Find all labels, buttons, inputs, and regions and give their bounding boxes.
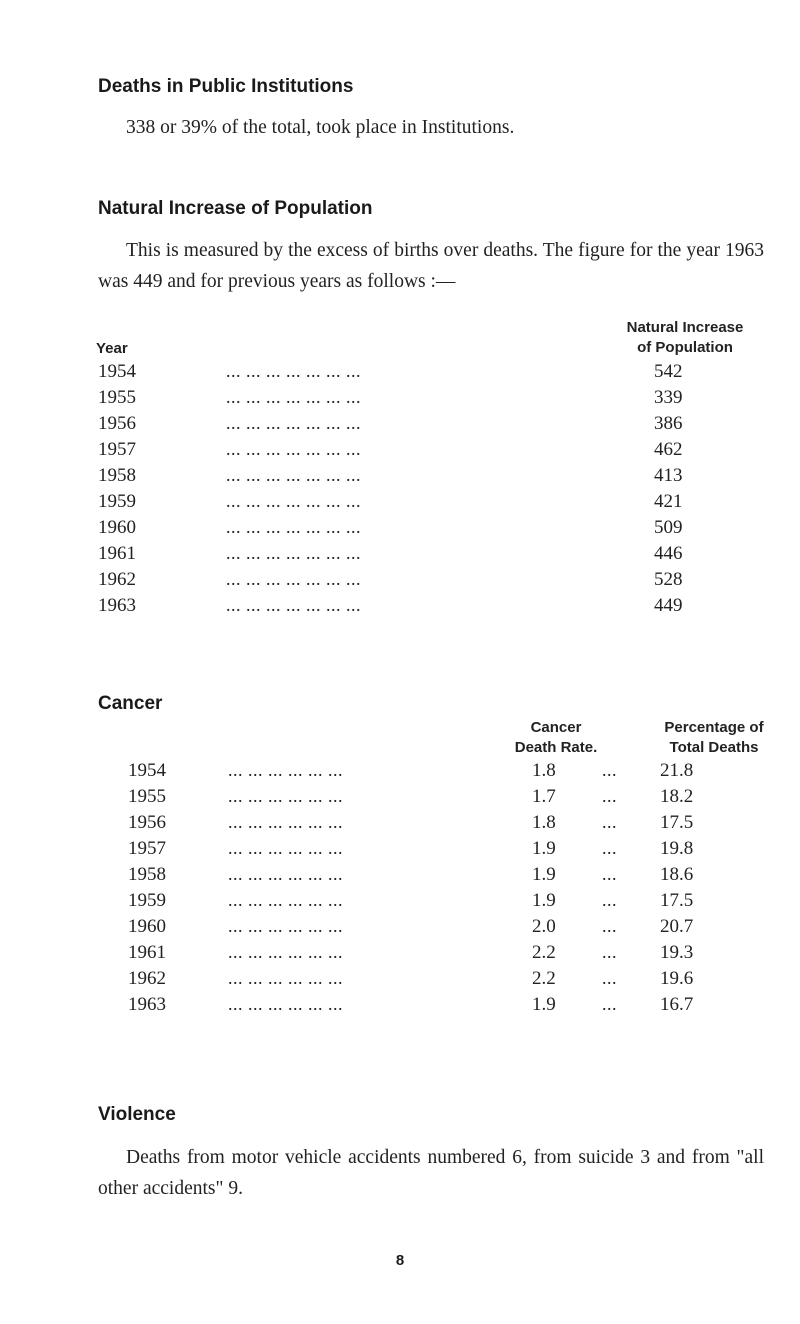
natural-row [98,517,764,543]
cancer-rate: 1.9 [532,864,556,885]
cancer-row [128,760,778,786]
natural-year: 1961 [98,543,136,564]
dot-leader: ... ... ... ... ... ... [228,916,343,936]
natural-row [98,569,764,595]
natural-year: 1955 [98,387,136,408]
cancer-col-pct-line1: Percentage of [664,719,764,736]
dot-leader: ... ... ... ... ... ... ... [226,465,361,485]
dot-leader: ... ... ... ... ... ... [228,942,343,962]
cancer-rate: 1.9 [532,838,556,859]
dot-leader: ... ... ... ... ... ... [228,864,343,884]
natural-value: 339 [654,387,683,408]
dot-leader: ... [602,994,617,1014]
natural-increase-heading: Natural Increase of Population [98,198,373,219]
cancer-heading: Cancer [98,693,163,714]
natural-year: 1954 [98,361,136,382]
cancer-col-rate-line2: Death Rate. [514,739,598,756]
cancer-rate: 2.2 [532,968,556,989]
dot-leader: ... [602,812,617,832]
dot-leader: ... ... ... ... ... ... ... [226,595,361,615]
cancer-row [128,890,778,916]
dot-leader: ... ... ... ... ... ... ... [226,413,361,433]
dot-leader: ... ... ... ... ... ... [228,994,343,1014]
dot-leader: ... [602,968,617,988]
dot-leader: ... [602,786,617,806]
natural-value: 542 [654,361,683,382]
violence-text: Deaths from motor vehicle accidents numbered 6, from suicide 3 and from "all other accidents" 9. [98,1147,764,1199]
natural-value: 421 [654,491,683,512]
dot-leader: ... [602,864,617,884]
cancer-pct: 17.5 [660,890,694,911]
natural-value: 528 [654,569,683,590]
natural-row [98,413,764,439]
institutions-heading: Deaths in Public Institutions [98,76,354,97]
cancer-row [128,812,778,838]
cancer-year: 1959 [128,890,166,911]
cancer-col-rate-header [490,718,622,758]
dot-leader: ... [602,942,617,962]
dot-leader: ... ... ... ... ... ... [228,968,343,988]
cancer-row [128,864,778,890]
cancer-rate: 1.8 [532,760,556,781]
cancer-col-pct-line2: Total Deaths [669,739,759,756]
cancer-row [128,916,778,942]
natural-col-value-header [600,318,770,358]
cancer-row [128,838,778,864]
natural-row [98,595,764,621]
natural-year: 1962 [98,569,136,590]
cancer-rate: 1.9 [532,994,556,1015]
cancer-rate: 1.8 [532,812,556,833]
institutions-text: 338 or 39% of the total, took place in Institutions. [126,117,515,138]
cancer-pct: 21.8 [660,760,694,781]
natural-col-year: Year [96,340,128,357]
natural-increase-text: This is measured by the excess of births over deaths. The figure for the year 1963 was 449 and for previous years as follows :— [98,240,764,292]
cancer-row [128,968,778,994]
natural-row [98,491,764,517]
dot-leader: ... ... ... ... ... ... [228,760,343,780]
natural-row [98,439,764,465]
natural-value: 509 [654,517,683,538]
cancer-year: 1960 [128,916,166,937]
dot-leader: ... ... ... ... ... ... ... [226,387,361,407]
cancer-row [128,786,778,812]
cancer-pct: 19.8 [660,838,694,859]
cancer-pct: 18.6 [660,864,694,885]
dot-leader: ... ... ... ... ... ... [228,812,343,832]
natural-year: 1956 [98,413,136,434]
natural-year: 1963 [98,595,136,616]
natural-col-value-line2: of Population [637,339,733,356]
dot-leader: ... ... ... ... ... ... [228,786,343,806]
cancer-year: 1958 [128,864,166,885]
natural-value: 413 [654,465,683,486]
natural-value: 386 [654,413,683,434]
cancer-row [128,942,778,968]
natural-row [98,387,764,413]
dot-leader: ... ... ... ... ... ... ... [226,517,361,537]
cancer-year: 1962 [128,968,166,989]
dot-leader: ... ... ... ... ... ... [228,838,343,858]
cancer-col-rate-line1: Cancer [530,719,582,736]
dot-leader: ... ... ... ... ... ... ... [226,439,361,459]
dot-leader: ... ... ... ... ... ... [228,890,343,910]
natural-value: 446 [654,543,683,564]
cancer-year: 1957 [128,838,166,859]
dot-leader: ... [602,890,617,910]
cancer-rate: 2.0 [532,916,556,937]
dot-leader: ... [602,916,617,936]
dot-leader: ... ... ... ... ... ... ... [226,361,361,381]
natural-row [98,465,764,491]
dot-leader: ... ... ... ... ... ... ... [226,491,361,511]
natural-year: 1959 [98,491,136,512]
cancer-rate: 1.9 [532,890,556,911]
violence-heading: Violence [98,1104,176,1125]
dot-leader: ... [602,838,617,858]
cancer-year: 1955 [128,786,166,807]
natural-row [98,543,764,569]
cancer-row [128,994,778,1020]
cancer-pct: 16.7 [660,994,694,1015]
cancer-pct: 19.6 [660,968,694,989]
cancer-year: 1963 [128,994,166,1015]
cancer-pct: 20.7 [660,916,694,937]
cancer-pct: 18.2 [660,786,694,807]
cancer-col-pct-header [644,718,784,758]
natural-year: 1960 [98,517,136,538]
cancer-pct: 17.5 [660,812,694,833]
cancer-rate: 1.7 [532,786,556,807]
cancer-year: 1961 [128,942,166,963]
natural-year: 1957 [98,439,136,460]
cancer-rate: 2.2 [532,942,556,963]
cancer-year: 1954 [128,760,166,781]
natural-year: 1958 [98,465,136,486]
natural-value: 449 [654,595,683,616]
cancer-pct: 19.3 [660,942,694,963]
dot-leader: ... ... ... ... ... ... ... [226,543,361,563]
natural-row [98,361,764,387]
cancer-year: 1956 [128,812,166,833]
dot-leader: ... ... ... ... ... ... ... [226,569,361,589]
dot-leader: ... [602,760,617,780]
page-number: 8 [395,1252,405,1269]
natural-col-value-line1: Natural Increase [626,319,744,336]
natural-value: 462 [654,439,683,460]
